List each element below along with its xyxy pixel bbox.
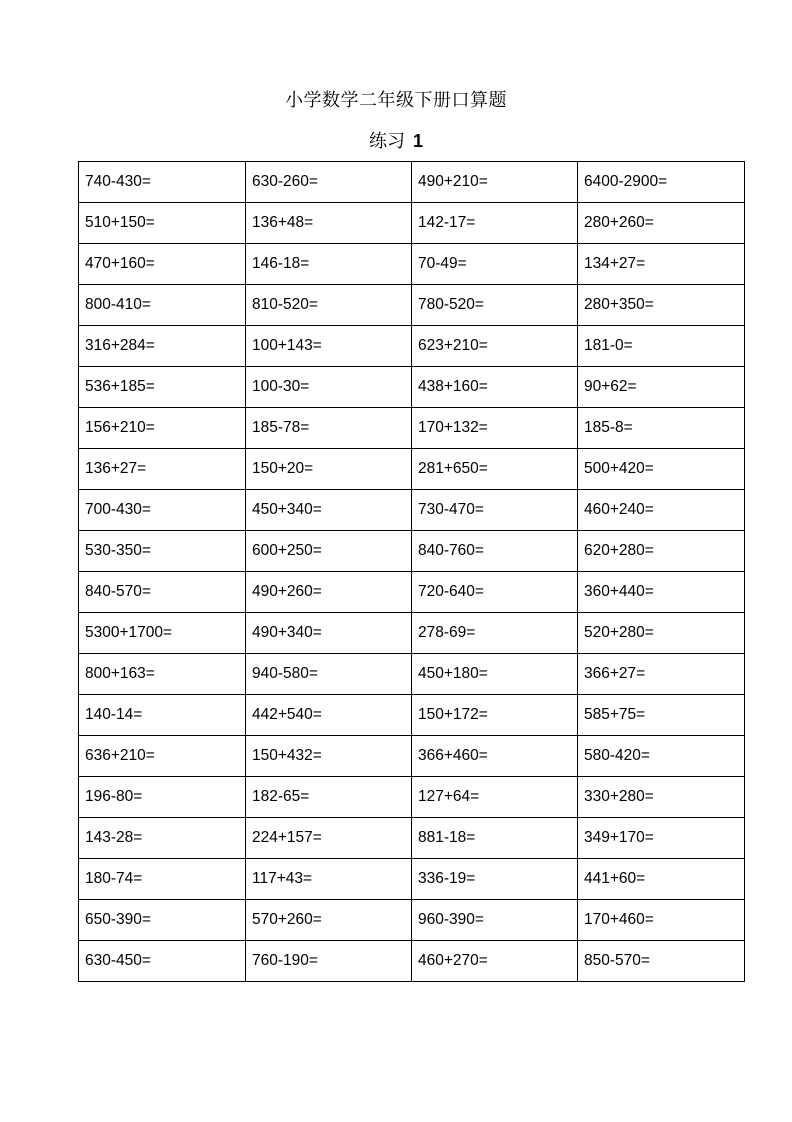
- problem-cell: 810-520=: [246, 285, 412, 326]
- table-row: [79, 818, 745, 859]
- problem-cell: 90+62=: [578, 367, 745, 408]
- problem-cell: 6400-2900=: [578, 162, 745, 203]
- problem-cell: 366+27=: [578, 654, 745, 695]
- page-title: 小学数学二年级下册口算题: [285, 90, 507, 111]
- problem-cell: 196-80=: [79, 777, 246, 818]
- problem-cell: 450+180=: [412, 654, 578, 695]
- problem-cell: 500+420=: [578, 449, 745, 490]
- problem-cell: 70-49=: [412, 244, 578, 285]
- problem-cell: 100-30=: [246, 367, 412, 408]
- table-row: [79, 367, 745, 408]
- problem-cell: 360+440=: [578, 572, 745, 613]
- problem-cell: 316+284=: [79, 326, 246, 367]
- table-row: [79, 695, 745, 736]
- problem-cell: 850-570=: [578, 941, 745, 982]
- problem-cell: 623+210=: [412, 326, 578, 367]
- problem-cell: 460+270=: [412, 941, 578, 982]
- table-row: [79, 203, 745, 244]
- problem-cell: 800+163=: [79, 654, 246, 695]
- problem-cell: 281+650=: [412, 449, 578, 490]
- problem-cell: 536+185=: [79, 367, 246, 408]
- table-row: [79, 490, 745, 531]
- table-row: [79, 941, 745, 982]
- problem-cell: 636+210=: [79, 736, 246, 777]
- problem-cell: 620+280=: [578, 531, 745, 572]
- table-row: [79, 859, 745, 900]
- exercise-number: 1: [412, 131, 423, 151]
- problem-cell: 146-18=: [246, 244, 412, 285]
- table-row: [79, 777, 745, 818]
- problem-cell: 570+260=: [246, 900, 412, 941]
- problem-cell: 117+43=: [246, 859, 412, 900]
- problem-cell: 630-450=: [79, 941, 246, 982]
- problem-cell: 185-8=: [578, 408, 745, 449]
- problem-cell: 490+210=: [412, 162, 578, 203]
- problem-cell: 960-390=: [412, 900, 578, 941]
- exercise-table-body: [79, 162, 745, 982]
- problem-cell: 280+350=: [578, 285, 745, 326]
- problem-cell: 740-430=: [79, 162, 246, 203]
- problem-cell: 136+48=: [246, 203, 412, 244]
- problem-cell: 136+27=: [79, 449, 246, 490]
- problem-cell: 438+160=: [412, 367, 578, 408]
- exercise-heading: [0, 127, 792, 153]
- table-row: [79, 285, 745, 326]
- table-row: [79, 531, 745, 572]
- problem-cell: 700-430=: [79, 490, 246, 531]
- problem-cell: 510+150=: [79, 203, 246, 244]
- problem-cell: 630-260=: [246, 162, 412, 203]
- problem-cell: 490+260=: [246, 572, 412, 613]
- exercise-label: 练习: [368, 131, 405, 152]
- table-row: [79, 162, 745, 203]
- problem-cell: 100+143=: [246, 326, 412, 367]
- problem-cell: 442+540=: [246, 695, 412, 736]
- problem-cell: 349+170=: [578, 818, 745, 859]
- problem-cell: 580-420=: [578, 736, 745, 777]
- problem-cell: 840-570=: [79, 572, 246, 613]
- table-row: [79, 572, 745, 613]
- problem-cell: 156+210=: [79, 408, 246, 449]
- table-row: [79, 736, 745, 777]
- problem-cell: 336-19=: [412, 859, 578, 900]
- table-row: [79, 900, 745, 941]
- problem-cell: 5300+1700=: [79, 613, 246, 654]
- table-row: [79, 613, 745, 654]
- problem-cell: 600+250=: [246, 531, 412, 572]
- problem-cell: 441+60=: [578, 859, 745, 900]
- problem-cell: 460+240=: [578, 490, 745, 531]
- problem-cell: 940-580=: [246, 654, 412, 695]
- problem-cell: 280+260=: [578, 203, 745, 244]
- problem-cell: 780-520=: [412, 285, 578, 326]
- problem-cell: 585+75=: [578, 695, 745, 736]
- problem-cell: 450+340=: [246, 490, 412, 531]
- problem-cell: 140-14=: [79, 695, 246, 736]
- problem-cell: 224+157=: [246, 818, 412, 859]
- problem-cell: 142-17=: [412, 203, 578, 244]
- problem-cell: 840-760=: [412, 531, 578, 572]
- table-row: [79, 326, 745, 367]
- problem-cell: 150+432=: [246, 736, 412, 777]
- problem-cell: 520+280=: [578, 613, 745, 654]
- problem-cell: 180-74=: [79, 859, 246, 900]
- problem-cell: 330+280=: [578, 777, 745, 818]
- problem-cell: 490+340=: [246, 613, 412, 654]
- problem-cell: 150+20=: [246, 449, 412, 490]
- problem-cell: 181-0=: [578, 326, 745, 367]
- problem-cell: 650-390=: [79, 900, 246, 941]
- exercise-table: [78, 161, 745, 982]
- problem-cell: 143-28=: [79, 818, 246, 859]
- problem-cell: 278-69=: [412, 613, 578, 654]
- problem-cell: 470+160=: [79, 244, 246, 285]
- table-row: [79, 408, 745, 449]
- problem-cell: 170+460=: [578, 900, 745, 941]
- table-row: [79, 244, 745, 285]
- problem-cell: 760-190=: [246, 941, 412, 982]
- problem-cell: 150+172=: [412, 695, 578, 736]
- problem-cell: 881-18=: [412, 818, 578, 859]
- problem-cell: 720-640=: [412, 572, 578, 613]
- problem-cell: 800-410=: [79, 285, 246, 326]
- problem-cell: 185-78=: [246, 408, 412, 449]
- problem-cell: 170+132=: [412, 408, 578, 449]
- problem-cell: 730-470=: [412, 490, 578, 531]
- problem-cell: 182-65=: [246, 777, 412, 818]
- problem-cell: 366+460=: [412, 736, 578, 777]
- problem-cell: 530-350=: [79, 531, 246, 572]
- problem-cell: 127+64=: [412, 777, 578, 818]
- problem-cell: 134+27=: [578, 244, 745, 285]
- table-row: [79, 654, 745, 695]
- table-row: [79, 449, 745, 490]
